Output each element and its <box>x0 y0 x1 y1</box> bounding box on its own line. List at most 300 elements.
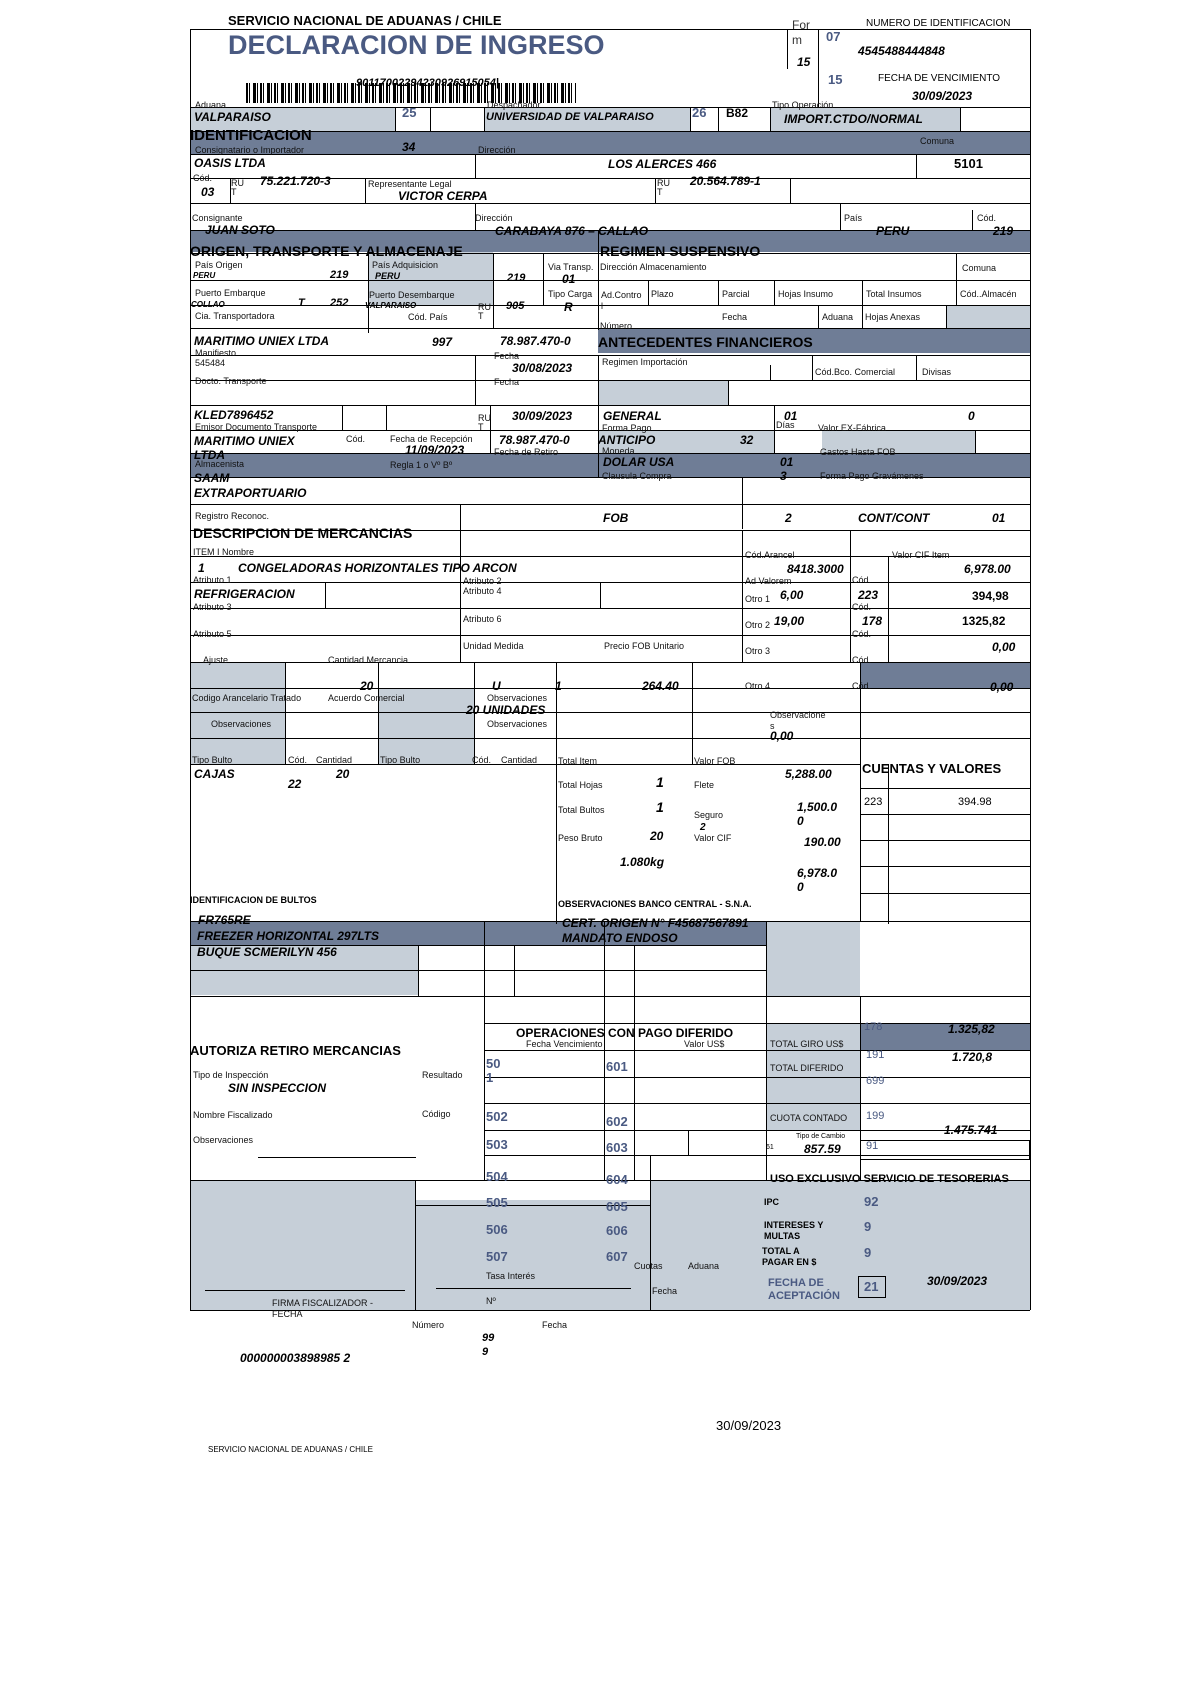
rule <box>285 662 286 764</box>
cod-label: Cód. <box>193 173 213 183</box>
footer-fecha-label: Fecha <box>542 1320 568 1330</box>
unidad-n: 1 <box>555 679 562 693</box>
ident-line-1: FR765RE <box>198 913 251 927</box>
rule <box>190 355 1030 356</box>
otro3-value: 0,00 <box>992 640 1016 654</box>
puerto-emb-cod: 252 <box>330 297 349 309</box>
code-501: 50 1 <box>486 1056 501 1085</box>
cuenta-223: 223 <box>864 796 883 808</box>
obs-banco-label: OBSERVACIONES BANCO CENTRAL - S.N.A. <box>558 899 752 909</box>
rule <box>860 893 1030 894</box>
recepcion-value: 11/09/2023 <box>405 443 465 457</box>
tipo-operacion-value: IMPORT.CTDO/NORMAL <box>784 112 923 126</box>
otro4-value: 0,00 <box>990 680 1014 694</box>
obs4-label: Observacione s <box>770 710 826 731</box>
divisas-label: Divisas <box>922 367 952 377</box>
cuenta-178-value: 1.325,82 <box>948 1022 995 1036</box>
otro2-value: 1325,82 <box>962 614 1006 628</box>
cuentas-title: CUENTAS Y VALORES <box>862 761 1002 776</box>
otro1-value: 394,98 <box>972 589 1009 603</box>
rule <box>862 280 863 305</box>
cuenta-191-value: 1.720,8 <box>952 1050 993 1064</box>
pais-value: PERU <box>876 224 910 238</box>
cod-value: 03 <box>201 185 215 199</box>
rule <box>190 635 1030 636</box>
rule <box>415 1180 416 1310</box>
total-pagar-label: TOTAL A PAGAR EN $ <box>762 1246 817 1267</box>
cia-rut-label: RU T <box>478 302 491 321</box>
obs-banco-1: CERT. ORIGEN N° F45687567891 <box>562 916 749 930</box>
cod-label-5: Cód. <box>852 681 872 691</box>
rule <box>960 107 961 131</box>
tesoreria-title: USO EXCLUSIVO SERVICIO DE TESORERIAS <box>770 1173 1009 1185</box>
rule <box>190 608 1030 609</box>
cuenta-199-value: 1.475.741 <box>944 1123 998 1137</box>
registro-label: Registro Reconoc. <box>195 511 270 521</box>
gray-cell <box>190 662 285 764</box>
bulto-cod-value: 22 <box>288 777 302 791</box>
tipo-carga-label: Tipo Carga <box>548 289 593 299</box>
otro3-label: Otro 3 <box>745 646 771 656</box>
rule <box>190 582 1030 583</box>
comuna-code: 5101 <box>954 156 983 171</box>
code-604: 604 <box>606 1172 628 1187</box>
mercancias-title: DESCRIPCION DE MERCANCIAS <box>193 525 413 541</box>
emisor-rut: 78.987.470-0 <box>499 433 570 447</box>
rule <box>860 814 1030 815</box>
financieros-title: ANTECEDENTES FINANCIEROS <box>598 334 813 350</box>
rule <box>190 996 1030 997</box>
code-92: 92 <box>864 1194 879 1209</box>
puerto-emb-t: T <box>298 297 305 309</box>
rule <box>840 203 841 230</box>
rule <box>190 131 1030 132</box>
atr2-label: Atributo 2 <box>463 576 502 586</box>
rule <box>460 504 461 662</box>
form-label: For m <box>792 18 810 47</box>
acuerdo-label: Acuerdo Comercial <box>328 693 405 703</box>
despachador-label: Despachador <box>487 100 541 110</box>
cia-label: Cia. Transportadora <box>195 311 275 321</box>
pais-adq-label: País Adquisicion <box>372 260 439 270</box>
valor-cif-item-value: 6,978.00 <box>964 562 1011 576</box>
rule <box>790 178 791 203</box>
cod-trat-label: Codigo Arancelario Tratado <box>192 693 302 703</box>
total-hojas-label: Total Hojas <box>558 780 603 790</box>
otro1-label: Otro 1 <box>745 594 771 604</box>
rule <box>916 154 917 178</box>
rule <box>956 253 957 305</box>
cantidad-value: 20 <box>360 679 374 693</box>
cuotas-label: Cuotas <box>634 1261 663 1271</box>
docto-fecha: 30/09/2023 <box>512 409 573 423</box>
bulto-cant-value: 20 <box>336 767 350 781</box>
otro2-pct: 19,00 <box>774 614 805 628</box>
tasa-label: Tasa Interés <box>486 1271 536 1281</box>
puerto-des-label: Puerto Desembarque <box>369 290 455 300</box>
rule <box>598 230 599 330</box>
rule <box>860 866 1030 867</box>
rule <box>190 380 1030 381</box>
signature-line <box>205 1290 405 1291</box>
autoriza-obs-label: Observaciones <box>193 1135 254 1145</box>
seguro-value: 190.00 <box>804 835 841 849</box>
pais-adq-value: PERU <box>375 271 401 281</box>
tipo-cambio-box <box>860 1140 1030 1160</box>
rule <box>190 107 1030 108</box>
bulto-cant-label-2: Cantidad <box>501 755 538 765</box>
rule <box>975 430 976 453</box>
otro4-label: Otro 4 <box>745 681 771 691</box>
puerto-emb-label: Puerto Embarque <box>195 288 266 298</box>
clausula-cod: 3 <box>780 469 787 483</box>
form-number: 15 <box>797 55 811 69</box>
rule <box>787 29 788 69</box>
cuenta-199: 199 <box>866 1110 885 1122</box>
rule <box>850 530 851 662</box>
cuenta-91: 91 <box>866 1140 879 1152</box>
peso-n: 20 <box>650 829 664 843</box>
rule <box>484 1077 1030 1078</box>
plazo-label: Plazo <box>651 289 674 299</box>
moneda-value: DOLAR USA <box>603 455 675 469</box>
firma-label: FIRMA FISCALIZADOR - FECHA <box>272 1298 374 1319</box>
code-605: 605 <box>606 1199 628 1214</box>
cia-cod: 997 <box>432 335 453 349</box>
almacenista-label: Almacenista <box>195 459 245 469</box>
rule <box>430 107 431 131</box>
valor-cif-label: Valor CIF <box>694 833 732 843</box>
total-item-label: Total Item <box>558 756 598 766</box>
tipo-cambio-value: 857.59 <box>804 1142 841 1156</box>
tipo-operacion-label: Tipo Operación <box>772 100 834 110</box>
rule <box>770 107 771 131</box>
rule <box>190 29 191 1310</box>
rule <box>493 253 494 328</box>
footer-numero-label: Número <box>412 1320 445 1330</box>
reg-fecha-label: Fecha <box>722 312 748 322</box>
rep-rut-value: 20.564.789-1 <box>690 174 761 188</box>
valor-ex-label: Valor EX-Fábrica <box>818 423 886 433</box>
manifiesto-label: Manifiesto <box>195 348 237 358</box>
rule <box>860 840 1030 841</box>
puerto-emb-value: COLLAO <box>191 300 225 309</box>
obs-banco-2: MANDATO ENDOSO <box>562 931 678 945</box>
gray-cell <box>766 921 860 997</box>
gray-cell <box>946 305 1030 328</box>
atr5-label: Atributo 5 <box>193 629 232 639</box>
recepcion-label: Fecha de Recepción <box>390 434 473 444</box>
total-diferido-label: TOTAL DIFERIDO <box>770 1063 844 1073</box>
rule <box>648 280 649 305</box>
ipc-label: IPC <box>764 1197 780 1207</box>
valor-usd-label: Valor US$ <box>684 1039 725 1049</box>
puerto-des-cod: 905 <box>506 300 525 312</box>
comuna-label: Comuna <box>920 136 955 146</box>
emisor-value: MARITIMO UNIEX LTDA <box>194 434 295 462</box>
rule <box>818 29 819 107</box>
footer-numero-val: 99 9 <box>482 1332 495 1358</box>
obs4-value: 0,00 <box>770 729 794 743</box>
footer-date: 30/09/2023 <box>716 1418 782 1433</box>
rule <box>342 405 343 430</box>
docto-label: Docto. Transporte <box>195 376 267 386</box>
vencimiento-value: 30/09/2023 <box>912 89 973 103</box>
rule <box>718 107 719 131</box>
forma-grav-label: Forma Pago Gravámenes <box>820 471 924 481</box>
item-number: 1 <box>198 561 205 575</box>
seguro-n: 2 <box>700 822 706 833</box>
otro1-pct: 6,00 <box>780 588 804 602</box>
otro1-cod: 223 <box>858 588 879 602</box>
code-607: 607 <box>606 1249 628 1264</box>
ad-valorem-label: Ad Valorem <box>745 576 792 586</box>
rule <box>860 788 1030 789</box>
rule <box>365 178 366 203</box>
emisor-cod-label: Cód. <box>346 434 366 444</box>
docto-rut-label: RU T <box>478 413 491 432</box>
regimen-imp-value: GENERAL <box>603 409 662 423</box>
rule <box>484 921 485 1181</box>
forma-pago-cod: 32 <box>740 433 754 447</box>
rule <box>395 107 396 131</box>
valor-fob-label: Valor FOB <box>694 756 736 766</box>
direccion-value: LOS ALERCES 466 <box>608 157 717 171</box>
item-label: ITEM I Nombre <box>193 547 255 557</box>
diferido-title: OPERACIONES CON PAGO DIFERIDO <box>516 1026 734 1040</box>
rule <box>888 764 889 924</box>
tipo-bulto-label-2: Tipo Bulto <box>380 755 421 765</box>
code-26: 26 <box>692 105 707 120</box>
tipo-cambio-label: Tipo de Cambio <box>796 1133 846 1140</box>
parcial-label: Parcial <box>722 289 750 299</box>
rep-rut-label: RU T <box>657 178 670 197</box>
cod-label-1: Cód. <box>852 575 872 585</box>
pais-origen-label: País Origen <box>195 260 243 270</box>
valor-cif-value: 6,978.0 0 <box>797 866 838 894</box>
otro2-cod: 178 <box>862 614 883 628</box>
pais-adq-cod: 219 <box>507 272 526 284</box>
rut-value: 75.221.720-3 <box>260 174 331 188</box>
rule <box>386 405 387 430</box>
rule <box>190 712 1030 713</box>
atr1-value: REFRIGERACION <box>194 587 295 601</box>
otro2-label: Otro 2 <box>745 620 771 630</box>
rule <box>742 530 743 662</box>
flete-value: 1,500.0 0 <box>797 800 838 828</box>
code-503: 503 <box>486 1137 508 1152</box>
rule <box>475 154 476 178</box>
origen-title: ORIGEN, TRANSPORTE Y ALMACENAJE <box>190 243 463 259</box>
rule <box>378 662 379 764</box>
clausula-value: FOB <box>603 511 629 525</box>
almacenista-value: SAAM EXTRAPORTUARIO <box>194 471 307 500</box>
code-603: 603 <box>606 1140 628 1155</box>
rule <box>718 280 719 305</box>
gray-cell <box>598 380 728 405</box>
rule <box>688 1130 689 1155</box>
cod-label-4: Cód. <box>852 655 872 665</box>
bulto-cod-label: Cód. <box>288 755 308 765</box>
divisas-value: 0 <box>968 409 975 423</box>
barcode-number: 90117002294230926915054| <box>356 77 499 89</box>
rule <box>860 662 861 922</box>
tipo-bulto-label: Tipo Bulto <box>192 755 233 765</box>
cia-value: MARITIMO UNIEX LTDA <box>194 334 330 348</box>
total-hojas-value: 1 <box>656 774 664 790</box>
unidad-label: Unidad Medida <box>463 641 524 651</box>
via-label: Via Transp. <box>548 262 594 272</box>
code-9b: 9 <box>864 1245 872 1260</box>
dir-alm-label: Dirección Almacenamiento <box>600 262 707 272</box>
code-506: 506 <box>486 1222 508 1237</box>
retiro-label: Fecha de Retiro <box>494 447 559 457</box>
rule <box>742 477 743 529</box>
rule <box>818 305 819 328</box>
rule <box>598 355 599 477</box>
cuenta-178: 178 <box>864 1021 883 1033</box>
atr1-label: Atributo 1 <box>193 575 232 585</box>
dif-aduana-label: Aduana <box>688 1261 720 1271</box>
cuenta-699: 699 <box>866 1075 885 1087</box>
aduana-value: VALPARAISO <box>194 110 271 124</box>
code-601: 601 <box>606 1059 628 1074</box>
obs-label: Observaciones <box>487 693 548 703</box>
rule <box>484 1103 1030 1104</box>
puerto-des-value: VALPARAISO <box>365 301 417 310</box>
rule <box>916 355 917 380</box>
cod-pais-label: Cód. País <box>408 312 448 322</box>
rule <box>774 405 775 453</box>
consignante-dir-label: Dirección <box>475 213 513 223</box>
aceptacion-label: FECHA DE ACEPTACIÓN <box>768 1277 840 1302</box>
cont-value: CONT/CONT <box>858 511 930 525</box>
regla-label: Regla 1 o Vº Bº <box>390 460 453 470</box>
code-502: 502 <box>486 1109 508 1124</box>
cuenta-191: 191 <box>866 1049 885 1061</box>
rule <box>728 380 729 405</box>
rule <box>946 305 947 328</box>
rut-label: RU T <box>231 178 244 197</box>
consignante-value: JUAN SOTO <box>205 223 275 237</box>
docto-fecha-label: Fecha <box>494 377 520 387</box>
rule <box>190 738 1030 739</box>
costos-label: Gastos Hasta FOB <box>820 447 896 457</box>
agency-heading: SERVICIO NACIONAL DE ADUANAS / CHILE <box>228 13 502 28</box>
rule <box>514 945 515 997</box>
ajuste-label: Ajuste <box>203 655 229 665</box>
consignatario-label: Consignatario o Importador <box>195 145 305 155</box>
cont-cod: 01 <box>992 511 1006 525</box>
tipo-carga-value: R <box>564 300 573 314</box>
pais-origen-value: PERU <box>193 271 216 280</box>
atr3-label: Atributo 3 <box>193 602 232 612</box>
obs-value: 20 UNIDADES <box>466 703 546 717</box>
regimen-title: REGIMEN SUSPENSIVO <box>600 243 761 259</box>
cod-arancel-value: 8418.3000 <box>787 562 844 576</box>
ad-contro-label: Ad.Contro l <box>601 290 642 311</box>
cod-label-2: Cód. <box>852 602 872 612</box>
manifiesto-fecha: 30/08/2023 <box>512 361 573 375</box>
obs2-label: Observaciones <box>211 719 272 729</box>
despachador-value: UNIVERSIDAD DE VALPARAISO <box>486 111 654 123</box>
numero-label: Número <box>600 321 633 331</box>
rule <box>190 405 1030 406</box>
hojas-anexas-label: Hojas Anexas <box>865 312 921 322</box>
code-504: 504 <box>486 1169 508 1184</box>
valor-fob-value: 5,288.00 <box>785 767 832 781</box>
moneda-label: Moneda <box>602 446 635 456</box>
rule <box>475 355 476 405</box>
cod-arancel-label: Cód.Arancel <box>745 550 795 560</box>
cia-rut: 78.987.470-0 <box>500 334 571 348</box>
ident-line-3: BUQUE SCMERILYN 456 <box>197 945 337 959</box>
cod-bco-label: Cód.Bco. Comercial <box>815 367 896 377</box>
identificacion-band <box>190 131 1030 154</box>
pais-cod-label: Cód. <box>977 213 997 223</box>
pais-origen-cod: 219 <box>330 269 349 281</box>
aceptacion-date: 30/09/2023 <box>927 1274 988 1288</box>
rule <box>418 945 419 996</box>
rule <box>604 921 605 1181</box>
docto-value: KLED7896452 <box>194 408 274 422</box>
rule <box>692 662 693 764</box>
valor-cif-item-label: Valor CIF Item <box>892 550 950 560</box>
total-insumos-label: Total Insumos <box>866 289 922 299</box>
manifiesto-fecha-label: Fecha <box>494 351 520 361</box>
nombre-fisc-label: Nombre Fiscalizado <box>193 1110 273 1120</box>
code-507: 507 <box>486 1249 508 1264</box>
total-bultos-value: 1 <box>656 799 664 815</box>
bulto-cant-label: Cantidad <box>316 755 353 765</box>
dif-fecha-label: Fecha <box>652 1286 678 1296</box>
signature-line <box>436 1288 631 1289</box>
rule <box>484 1050 1030 1051</box>
rule <box>770 365 771 380</box>
unidad-value: U <box>492 679 501 693</box>
clausula-num: 2 <box>785 511 792 525</box>
consignante-dir-value: CARABAYA 876 – CALLAO <box>495 224 649 238</box>
seguro-label: Seguro <box>694 810 724 820</box>
atr6-label: Atributo 6 <box>463 614 502 624</box>
rule <box>258 1157 416 1158</box>
code-505: 505 <box>486 1195 508 1210</box>
rule <box>774 280 775 305</box>
cuenta-223-value: 394.98 <box>958 796 992 808</box>
code-602: 602 <box>606 1114 628 1129</box>
via-value: 01 <box>562 272 576 286</box>
rule <box>600 582 601 608</box>
code-34: 34 <box>402 140 416 154</box>
code-9a: 9 <box>864 1219 872 1234</box>
vencimiento-label: FECHA DE VENCIMIENTO <box>878 73 1001 84</box>
footer-numero: 000000003898985 2 <box>240 1351 351 1365</box>
forma-pago-value: ANTICIPO <box>598 433 656 447</box>
obs3-label: Observaciones <box>487 719 548 729</box>
rule <box>190 662 1030 663</box>
ident-bultos-label: IDENTIFICACION DE BULTOS <box>190 895 317 905</box>
id-label: NUMERO DE IDENTIFICACION <box>866 18 1011 29</box>
pais-cod-value: 219 <box>993 224 1014 238</box>
cuentas-178-band <box>860 1023 1030 1050</box>
peso-value: 1.080kg <box>620 855 665 869</box>
regimen-comuna-label: Comuna <box>962 263 997 273</box>
regimen-cod: 01 <box>784 409 798 423</box>
ident-line-2: FREEZER HORIZONTAL 297LTS <box>197 929 380 943</box>
rule <box>972 210 973 230</box>
peso-label: Peso Bruto <box>558 833 603 843</box>
codigo-label: Código <box>422 1109 451 1119</box>
